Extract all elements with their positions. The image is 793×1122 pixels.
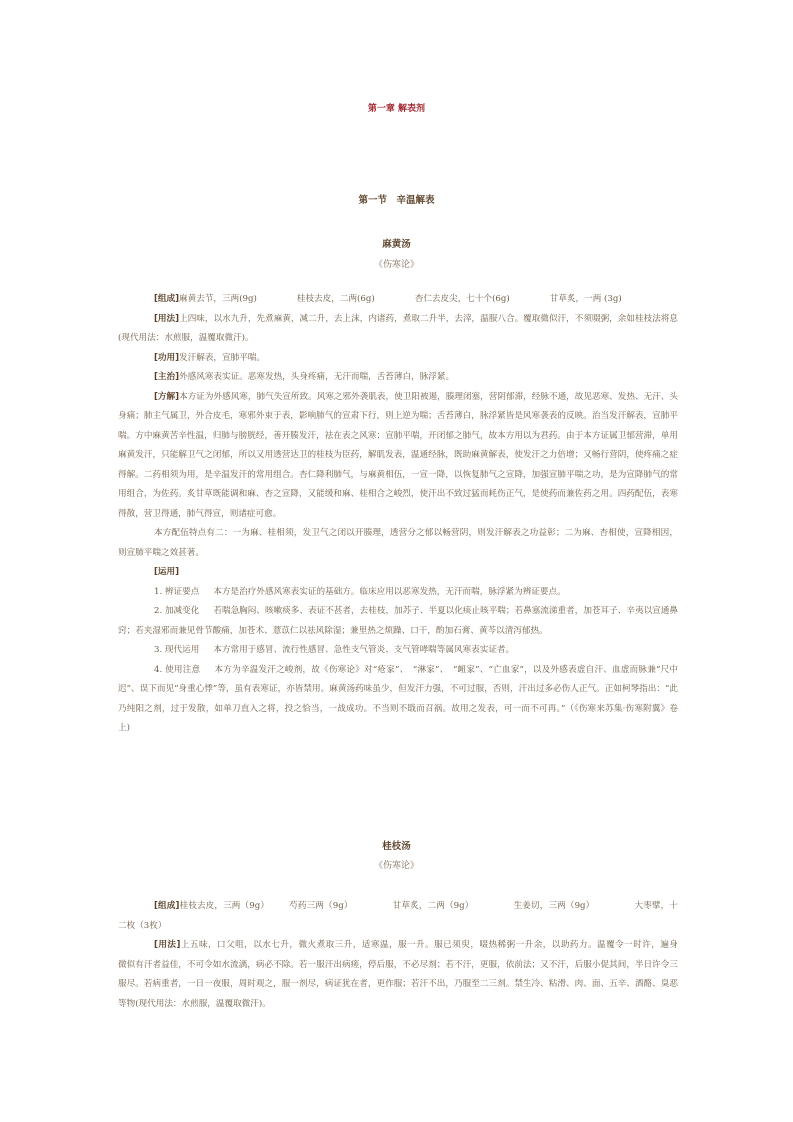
ingredient: 桂枝去皮，二两(6g) bbox=[296, 294, 375, 304]
analysis-label: [方解] bbox=[154, 391, 180, 402]
formula-body bbox=[118, 290, 678, 739]
ingredient: 杏仁去皮尖，七十个(6g) bbox=[414, 294, 510, 304]
formula-body bbox=[118, 897, 704, 1014]
indication-text: 外感风寒表实证。恶寒发热，头身疼痛，无汗而喘，舌苔薄白，脉浮紧。 bbox=[179, 372, 455, 382]
application-label: [运用] bbox=[154, 567, 180, 577]
application-item bbox=[118, 661, 678, 739]
ingredient: 大枣擘，十二枚（3枚） bbox=[118, 901, 678, 931]
chapter-title: 第一章 解表剂 bbox=[367, 104, 426, 114]
formula-title: 麻黄汤 bbox=[382, 239, 411, 250]
application-item-text: 若喘急胸闷、咳嗽痰多、表证不甚者，去桂枝，加苏子、半夏以化痰止咳平喘；若鼻塞流涕重者，加苍耳子、辛夷以宣通鼻窍；若夹湿邪而兼见骨节酸痛，加苍术、薏苡仁以祛风除湿；兼里热之烦躁、口干，酌加石膏、黄芩以清泻郁热。 bbox=[118, 606, 678, 636]
indication-paragraph bbox=[118, 368, 678, 388]
composition-label: [组成] bbox=[154, 294, 180, 304]
usage-paragraph bbox=[118, 310, 678, 349]
application-item-title: 1. 辨证要点 bbox=[154, 586, 200, 597]
features-paragraph: 本方配伍特点有二：一为麻、桂相须，发卫气之闭以开腠理，透营分之郁以畅营阴，则发汗解表之功益彰；二为麻、杏相使，宣降相因，则宣肺平喘之效甚著。 bbox=[118, 528, 678, 558]
composition-line bbox=[118, 290, 678, 310]
analysis-paragraph bbox=[118, 388, 678, 525]
application-item-title: 2. 加减变化 bbox=[154, 606, 200, 616]
application-item-text: 本方为辛温发汗之峻剂，故《伤寒论》对“疮家”、 “淋家”、 “衄家”、“亡血家”，以及外感表虚自汗、血虚而脉兼“尺中迟”、误下而见“身重心悸”等，虽有表寒证，亦皆禁用。麻黄汤药味虽少，但发汗力强，不可过服，否则，汗出过多必伤人正气。正如柯琴指出：“此乃纯阳之剂，过于发散，如单刀直入之将，投之恰当，一战成功。不当则不戢而召祸。故用之发表，可一而不可再。”（《伤寒来苏集·伤寒附翼》卷上) bbox=[118, 664, 678, 733]
ingredient: 芍药三两（9g） bbox=[289, 901, 353, 911]
application-item-title: 3. 现代运用 bbox=[154, 645, 200, 655]
formula-title: 桂枝汤 bbox=[382, 841, 411, 852]
usage-text: 上四味，以水九升，先煮麻黄，减二升，去上沫，内诸药，煮取二升半，去滓，温服八合。覆取微似汗，不须啜粥，余如桂枝法将息(现代用法：水煎服，温覆取微汗)。 bbox=[118, 313, 678, 343]
usage-label: [用法] bbox=[154, 313, 180, 324]
usage-paragraph bbox=[118, 936, 704, 1014]
application-item bbox=[118, 583, 678, 603]
function-paragraph bbox=[118, 349, 678, 369]
function-label: [功用] bbox=[154, 352, 180, 363]
ingredient: 甘草炙，二两（9g） bbox=[392, 901, 474, 911]
application-item bbox=[118, 641, 678, 661]
section-title: 第一节 辛温解表 bbox=[358, 195, 435, 206]
usage-label: [用法] bbox=[154, 940, 181, 950]
application-item-text: 本方是治疗外感风寒表实证的基础方。临床应用以恶寒发热，无汗而喘，脉浮紧为辨证要点。 bbox=[213, 586, 566, 597]
ingredient: 麻黄去节，三两(9g) bbox=[179, 294, 257, 304]
ingredient: 生姜切，三两（9g） bbox=[513, 901, 595, 911]
formula-source: 《伤寒论》 bbox=[373, 260, 419, 270]
composition-line bbox=[118, 897, 678, 936]
analysis-text: 本方证为外感风寒，肺气失宣所致。风寒之邪外袭肌表，使卫阳被遏，腠理闭塞，营阴郁滞，经脉不通，故见恶寒、发热、无汗、头身痛；肺主气属卫，外合皮毛，寒邪外束于表，影响肺气的宣肃下行，则上逆为喘；舌苔薄白，脉浮紧皆是风寒袭表的反映。治当发汗解表，宣肺平喘。方中麻黄苦辛性温，归肺与膀胱经，善开腠发汗，祛在表之风寒；宣肺平喘，开闭郁之肺气，故本方用以为君药。由于本方证属卫郁营滞，单用麻黄发汗，只能解卫气之闭郁，所以又用透营达卫的桂枝为臣药，解肌发表，温通经脉，既助麻黄解表，使发汗之力倍增；又畅行营阴，使疼痛之症得解。二药相须为用，是辛温发汗的常用组合。杏仁降利肺气，与麻黄相伍，一宣一降，以恢复肺气之宣降，加强宣肺平喘之功，是为宣降肺气的常用组合，为佐药。炙甘草既能调和麻、杏之宣降，又能缓和麻、桂相合之峻烈，使汗出不致过猛而耗伤正气，是使药而兼佐药之用。四药配伍，表寒得散，营卫得通，肺气得宣，则诸症可愈。 bbox=[118, 391, 678, 519]
application-heading bbox=[118, 563, 678, 583]
usage-text: 上五味，口父咀，以水七升，微火煮取三升，适寒温，服一升。服已须臾，啜热稀粥一升余，以助药力。温覆令一时许，遍身 微似有汗者益佳，不可令如水流漓，病必不除。若一服汗出病瘥，停后服，不必尽剂；若不汗，更服，依前法；又不汗，后服小促其间，半日许令三服尽。若病重者，一日一夜服，周时观之，服一剂尽，病证犹在者，更作服；若汗不出，乃服至二三剂。禁生冷、粘滑、肉、面、五辛、酒酪、臭恶等物(现代用法：水煎服，温覆取微汗)。 bbox=[118, 940, 704, 1009]
application-item-text: 本方常用于感冒、流行性感冒、急性支气管炎、支气管哮喘等属风寒表实证者。 bbox=[213, 645, 515, 655]
application-item-title: 4. 使用注意 bbox=[154, 664, 201, 675]
indication-label: [主治] bbox=[154, 372, 180, 382]
formula-source: 《伤寒论》 bbox=[373, 861, 419, 871]
function-text: 发汗解表，宣肺平喘。 bbox=[179, 352, 265, 363]
ingredient: 桂枝去皮，三两（9g） bbox=[179, 901, 270, 911]
application-item bbox=[118, 602, 678, 641]
ingredient: 甘草炙，一两 (3g) bbox=[549, 294, 622, 304]
composition-label: [组成] bbox=[154, 901, 180, 911]
